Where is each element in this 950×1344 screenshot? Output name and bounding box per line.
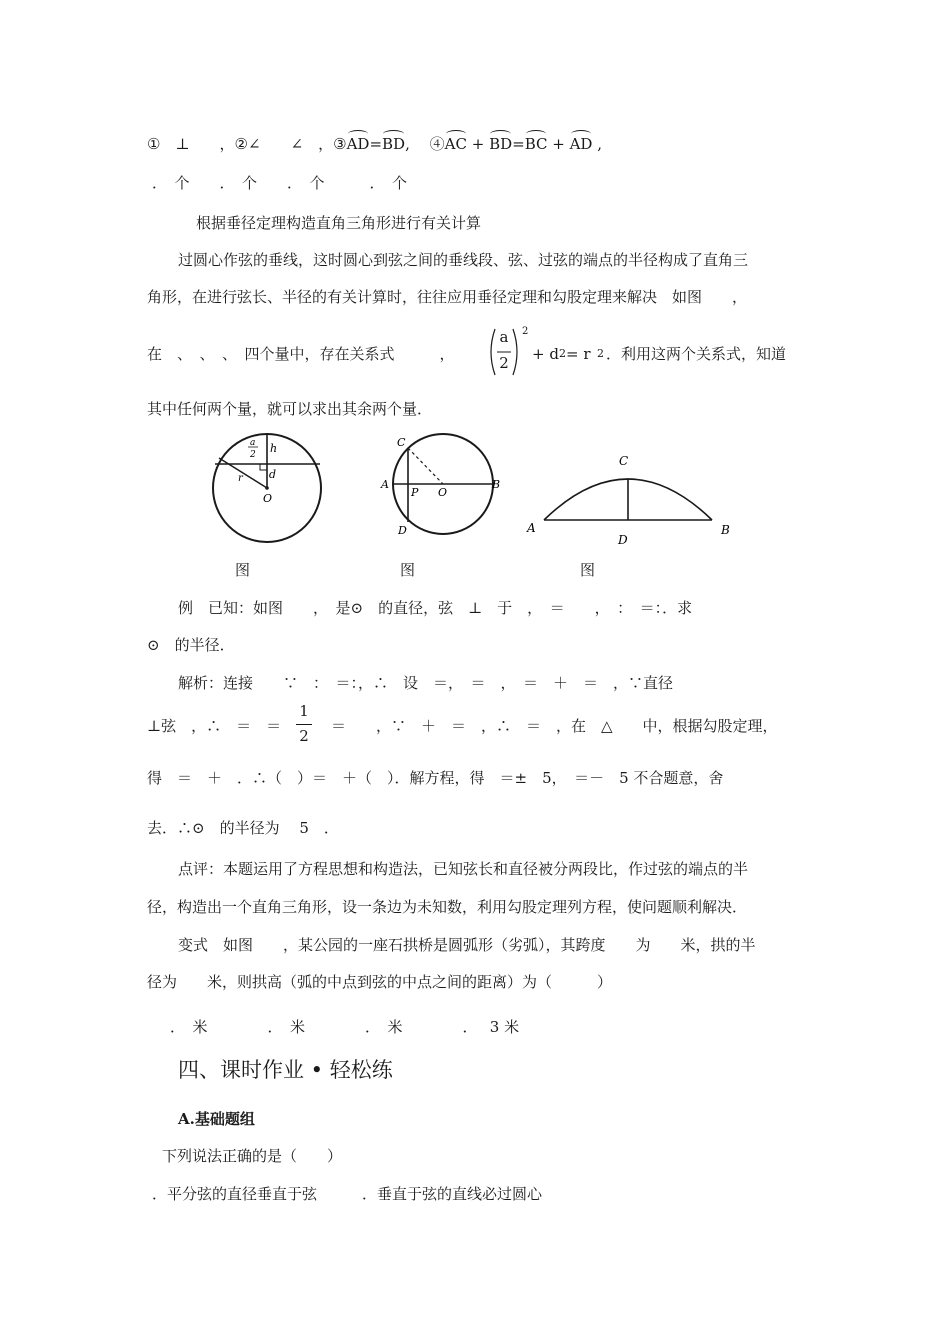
formula-plus-d: + d (532, 345, 559, 363)
arc-ac: AC (444, 135, 467, 153)
formula-sq1: 2 (522, 326, 529, 337)
fig3-a: A (527, 521, 536, 535)
fig2-c: C (397, 436, 406, 449)
section-heading: 四、课时作业 • 轻松练 (178, 1058, 393, 1082)
figure-1-caption: 图 (235, 561, 251, 579)
solution-line-2a: ⊥弦 ，∴ ＝ ＝ (147, 717, 282, 735)
solution-line-1: 解析：连接 ∵ ： ＝：，∴ 设 ＝， ＝ ， ＝ ＋ ＝ ，∵直径 (178, 674, 674, 692)
formula-sq3: 2 (597, 347, 604, 360)
arc-bc: BC (524, 135, 548, 153)
statement-line-1 (147, 134, 602, 154)
fig3-b: B (721, 523, 730, 537)
formula-num: a (499, 328, 509, 346)
comment-line-2: 径，构造出一个直角三角形，设一条边为未知数，利用勾股定理列方程，使问题顺利解决． (147, 898, 748, 916)
figure-1-svg (205, 430, 325, 548)
fig3-c: C (619, 454, 629, 468)
arc-bd: BD (382, 135, 406, 153)
example-line-2: ⊙ 的半径． (147, 636, 235, 654)
figure-3 (522, 448, 742, 556)
solution-line-4: 去．∴⊙ 的半径为 5 ． (147, 819, 339, 837)
figure-2-svg (378, 430, 506, 540)
line1-text-c: , (592, 135, 602, 153)
fig1-a-den: 2 (250, 450, 256, 460)
fraction-bar (296, 724, 312, 725)
fig1-r: r (238, 473, 243, 484)
variant-line-1: 变式 如图 ，某公园的一座石拱桥是圆弧形（劣弧），其跨度 为 米，拱的半 (178, 936, 756, 954)
arc-bd-2: BD (489, 135, 513, 153)
fig1-o: O (263, 492, 273, 505)
solution-line-3: 得 ＝ ＋ ．∴（ ）＝ ＋（ ）．解方程，得 ＝± 5， ＝－ 5 不合题意，舍 (147, 769, 724, 787)
fig3-d: D (618, 533, 628, 547)
solution-line-2b: ＝ ，∵ ＋ ＝ ，∴ ＝ ，在 △ 中，根据勾股定理， (316, 717, 778, 735)
options-line-1: ． 个 ． 个 ． 个 ． 个 (152, 174, 408, 192)
arc-ad-2: AD (569, 135, 593, 153)
fig2-d: D (398, 524, 407, 537)
paragraph-line-3b: ．利用这两个关系式，知道 (606, 345, 787, 363)
fig2-a: A (381, 478, 389, 491)
line1-eq2: = (512, 135, 525, 153)
variant-line-2: 径为 米，则拱高（弧的中点到弦的中点之间的距离）为（ ） (147, 973, 613, 991)
line1-text-b: , ④ (405, 135, 445, 153)
example-line-1: 例 已知：如图 ， 是⊙ 的直径，弦 ⊥ 于 ， ＝ ， ： ＝：．求 (178, 599, 693, 617)
formula-sq2: 2 (559, 347, 566, 360)
options-line-2: ． 米 ． 米 ． 米 ． 3 米 (170, 1018, 520, 1036)
subsection-heading: A.基础题组 (178, 1110, 255, 1128)
line1-plus2: + (547, 135, 570, 153)
figure-3-svg (522, 448, 742, 552)
line1-text-a: ① ⊥ ，②∠ ∠ ，③ (147, 135, 347, 153)
paragraph-line-2: 角形，在进行弦长、半径的有关计算时，往往应用垂径定理和勾股定理来解决 如图 ， (147, 288, 748, 306)
figure-1 (205, 430, 325, 552)
section-title: 根据垂径定理构造直角三角形进行有关计算 (196, 214, 482, 232)
question-line-1: 下列说法正确的是（ ） (162, 1147, 343, 1165)
question-options: ．平分弦的直径垂直于弦 ．垂直于弦的直线必过圆心 (152, 1185, 543, 1203)
fig1-d: d (269, 468, 277, 481)
fig2-b: B (492, 478, 501, 491)
arc-ad: AD (346, 135, 370, 153)
formula-den: 2 (499, 354, 509, 372)
figure-2 (378, 430, 506, 544)
paragraph-line-1: 过圆心作弦的垂线，这时圆心到弦之间的垂线段、弦、过弦的端点的半径构成了直角三 (178, 251, 749, 269)
fig1-h: h (270, 442, 278, 455)
formula-eq-r: = r (566, 345, 591, 363)
fig1-a-num: a (250, 438, 256, 448)
fraction-num: 1 (299, 702, 309, 720)
line1-plus1: + (466, 135, 490, 153)
figure-3-caption: 图 (580, 561, 596, 579)
fig2-o: O (438, 486, 448, 499)
paragraph-line-3a: 在 、 、 、 四个量中，存在关系式 ， (147, 345, 455, 363)
paragraph-line-4: 其中任何两个量，就可以求出其余两个量． (147, 400, 433, 418)
fraction-den: 2 (299, 727, 309, 745)
figure-2-caption: 图 (400, 561, 416, 579)
comment-line-1: 点评：本题运用了方程思想和构造法，已知弦长和直径被分两段比，作过弦的端点的半 (178, 860, 749, 878)
fig2-p: P (411, 486, 419, 499)
line1-eq1: = (369, 135, 383, 153)
